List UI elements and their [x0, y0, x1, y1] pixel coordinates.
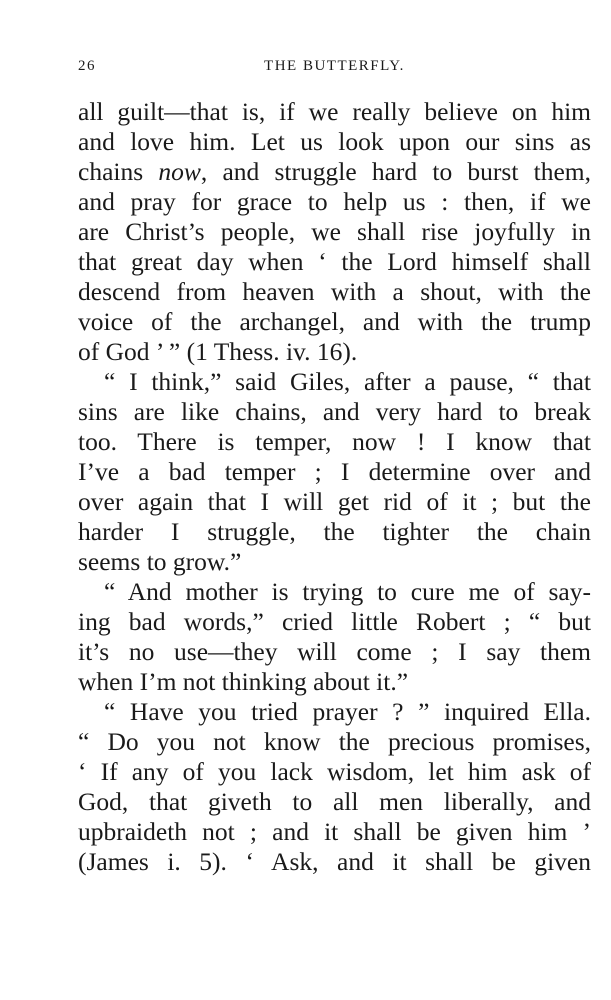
text-line: seems to grow.” [78, 547, 242, 576]
text-line: “ And mother is trying to cure me of say- [104, 577, 591, 606]
text-line: voice of the archangel, and with the trump [78, 307, 591, 336]
page-number: 26 [78, 58, 96, 74]
text-line: and love him. Let us look upon our sins as [78, 127, 591, 156]
text-line: of God ’ ” (1 Thess. iv. 16). [78, 337, 358, 366]
text-line: “ Do you not know the precious promises, [78, 727, 591, 756]
page-header [78, 58, 591, 84]
text-line: (James i. 5). ‘ Ask, and it shall be given [78, 847, 591, 876]
running-title: THE BUTTERFLY. [264, 58, 405, 74]
text-line: I’ve a bad temper ; I determine over and [78, 457, 591, 486]
text-line: “ Have you tried prayer ? ” inquired Ella. [104, 697, 591, 726]
text-line: sins are like chains, and very hard to break [78, 397, 591, 426]
text-line: upbraideth not ; and it shall be given him ’ [78, 817, 591, 846]
text-line: that great day when ‘ the Lord himself shall [78, 247, 591, 276]
text-line: ‘ If any of you lack wisdom, let him ask of [78, 757, 591, 786]
italic-word: now [158, 157, 201, 186]
text-line: when I’m not thinking about it.” [78, 667, 409, 696]
text-line: descend from heaven with a shout, with the [78, 277, 591, 306]
body-text [78, 97, 591, 877]
text-line: over again that I will get rid of it ; but the [78, 487, 591, 516]
text-line: it’s no use—they will come ; I say them [78, 637, 591, 666]
text-line: chains now, and struggle hard to burst them, [78, 157, 591, 186]
text-line: “ I think,” said Giles, after a pause, “ that [104, 367, 591, 396]
text-line: are Christ’s people, we shall rise joyfully in [78, 217, 591, 246]
text-line: all guilt—that is, if we really believe on him [78, 97, 591, 126]
text-line: ing bad words,” cried little Robert ; “ but [78, 607, 591, 636]
text-line: and pray for grace to help us : then, if we [78, 187, 591, 216]
text-line: too. There is temper, now ! I know that [78, 427, 591, 456]
text-line: God, that giveth to all men liberally, and [78, 787, 591, 816]
text-line: harder I struggle, the tighter the chain [78, 517, 591, 546]
